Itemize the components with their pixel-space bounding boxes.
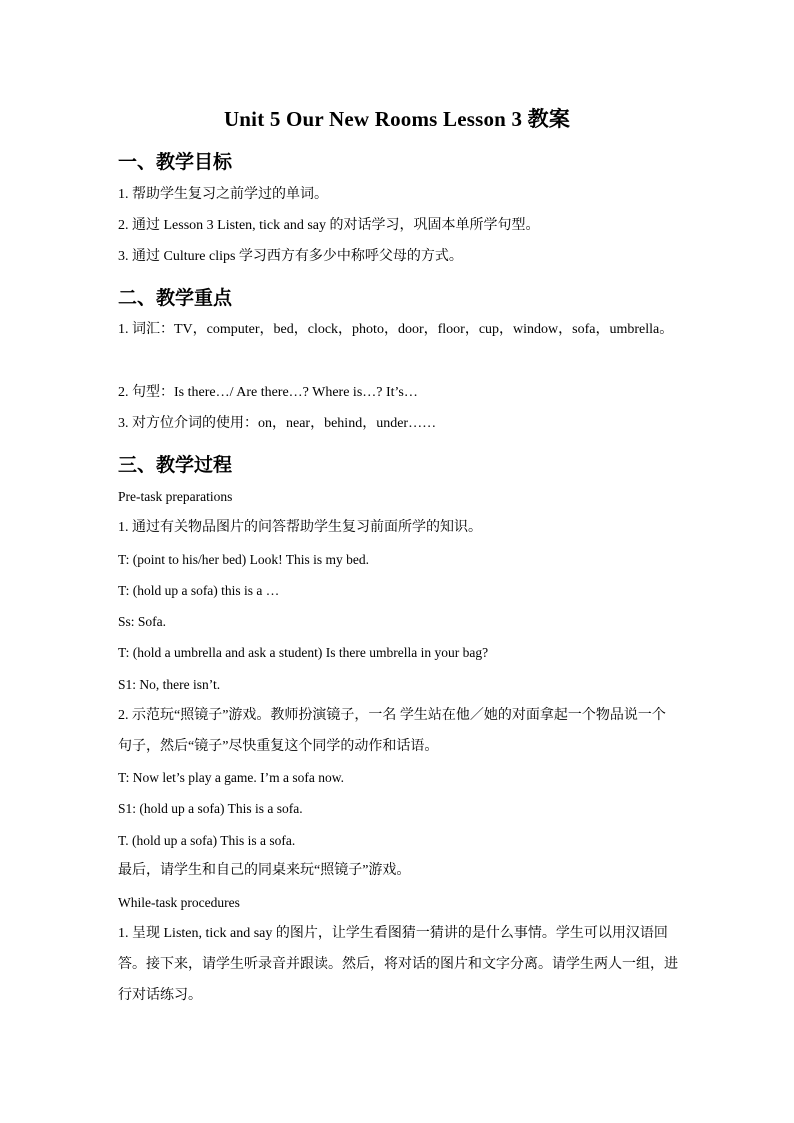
dialogue-line: S1: No, there isn’t.	[118, 677, 221, 692]
objective-item: 1. 帮助学生复习之前学过的单词。	[118, 187, 328, 202]
dialogue-line: S1: (hold up a sofa) This is a sofa.	[118, 801, 303, 816]
dialogue-line: T: (point to his/her bed) Look! This is my bed.	[118, 552, 370, 567]
section-heading-objectives: 一、教学目标	[118, 151, 233, 173]
key-point-item: 2. 句型：Is there…/ Are there…? Where is…? It’s…	[118, 385, 418, 400]
document-title: Unit 5 Our New Rooms Lesson 3 教案	[223, 107, 571, 131]
section-heading-procedure: 三、教学过程	[118, 454, 233, 476]
key-point-item: 3. 对方位介词的使用：on，near，behind，under……	[118, 416, 437, 431]
objective-item: 2. 通过 Lesson 3 Listen, tick and say 的对话学习，巩固本单所学句型。	[118, 218, 540, 233]
procedure-paragraph: 1. 呈现 Listen, tick and say 的图片，让学生看图猜一猜讲的是什么事情。学生可以用汉语回答。接下来，请学生听录音并跟读。然后，将对话的图片和文字分离。请学生两人一组，进行对话练习。	[118, 926, 678, 1003]
dialogue-line: T: (hold up a sofa) this is a …	[118, 583, 280, 598]
subheading-pre-task: Pre-task preparations	[118, 489, 233, 504]
key-point-item: 1. 词汇：TV，computer，bed，clock，photo，door，floor，cup，window，sofa，umbrella。	[118, 322, 674, 337]
dialogue-line: T: Now let’s play a game. I’m a sofa now.	[118, 770, 345, 785]
objective-item: 3. 通过 Culture clips 学习西方有多少中称呼父母的方式。	[118, 249, 463, 264]
subheading-while-task: While-task procedures	[118, 895, 240, 910]
dialogue-line: T. (hold up a sofa) This is a sofa.	[118, 833, 296, 848]
dialogue-line: Ss: Sofa.	[118, 614, 167, 629]
dialogue-line: T: (hold a umbrella and ask a student) Is there umbrella in your bag?	[118, 645, 489, 660]
procedure-paragraph: 2. 示范玩“照镜子”游戏。教师扮演镜子，一名 学生站在他／她的对面拿起一个物品说一个句子，然后“镜子”尽快重复这个同学的动作和话语。	[118, 708, 666, 754]
section-heading-key-points: 二、教学重点	[118, 287, 233, 309]
procedure-line: 最后，请学生和自己的同桌来玩“照镜子”游戏。	[118, 863, 411, 878]
procedure-line: 1. 通过有关物品图片的问答帮助学生复习前面所学的知识。	[118, 520, 482, 535]
